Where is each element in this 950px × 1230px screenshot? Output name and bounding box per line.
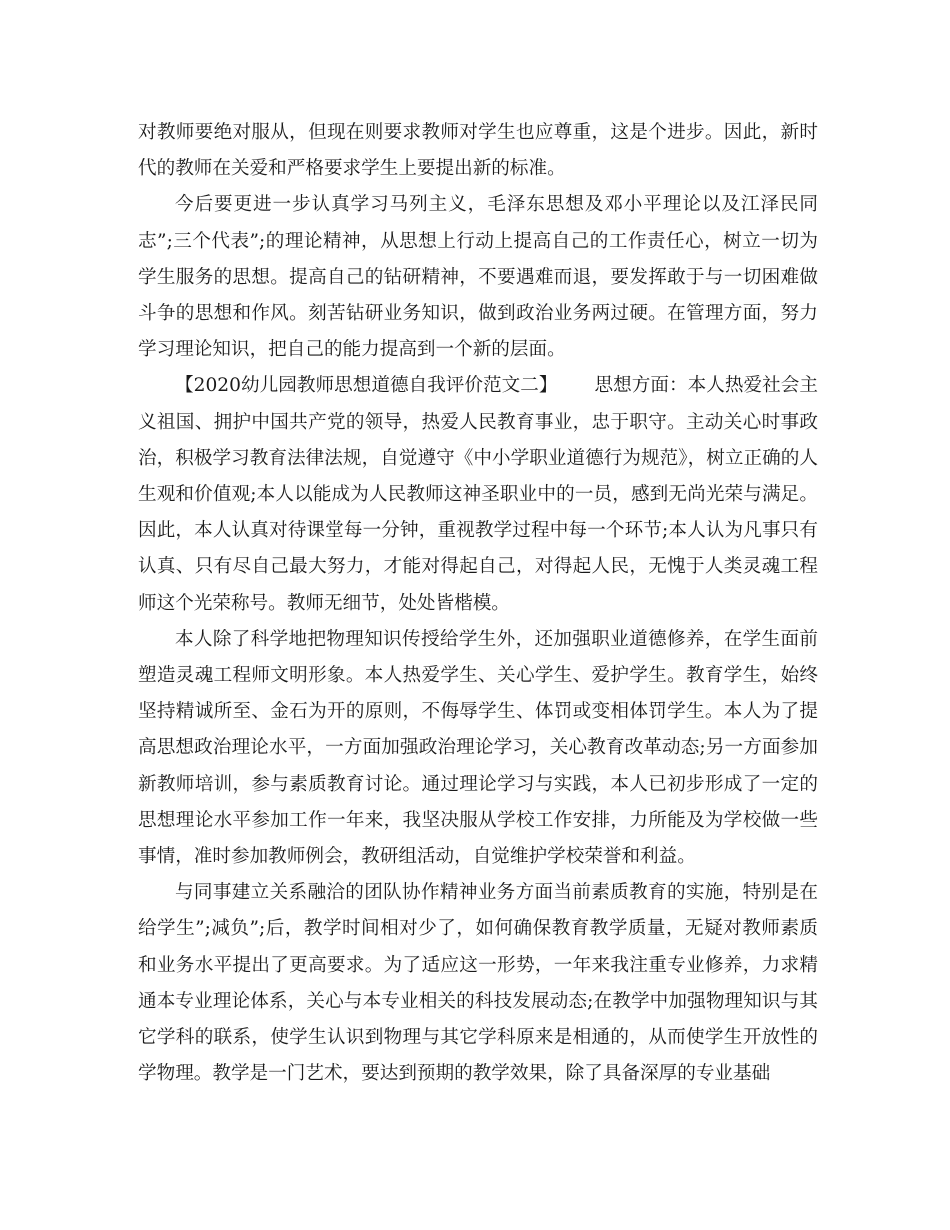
paragraph-professional-ethics: 本人除了科学地把物理知识传授给学生外，还加强职业道德修养，在学生面前塑造灵魂工程师文明形象。本人热爱学生、关心学生、爱护学生。教育学生，始终坚持精诚所至、金石为开的原则，不侮辱学生、体罚或变相体罚学生。本人为了提高思想政治理论水平，一方面加强政治理论学习，关心教育改革动态;另一方面参加新教师培训，参与素质教育讨论。通过理论学习与实践，本人已初步形成了一定的思想理论水平参加工作一年来，我坚决服从学校工作安排，力所能及为学校做一些事情，准时参加教师例会，教研组活动，自觉维护学校荣誉和利益。 xyxy=(138,628,818,868)
paragraph-sample-two xyxy=(138,368,818,621)
paragraph-teamwork-business: 与同事建立关系融洽的团队协作精神业务方面当前素质教育的实施，特别是在给学生”;减负”;后，教学时间相对少了，如何确保教育教学质量，无疑对教师素质和业务水平提出了更高要求。为了适应这一形势，一年来我注重专业修养，力求精通本专业理论体系，关心与本专业相关的科技发展动态;在教学中加强物理知识与其它学科的联系，使学生认识到物理与其它学科原来是相通的，从而使学生开放性的学物理。教学是一门艺术，要达到预期的教学效果，除了具备深厚的专业基础 xyxy=(138,882,818,1085)
paragraph-study-plan: 今后要更进一步认真学习马列主义，毛泽东思想及邓小平理论以及江泽民同志”;三个代表”;的理论精神，从思想上行动上提高自己的工作责任心，树立一切为学生服务的思想。提高自己的钻研精神，不要遇难而退，要发挥敢于与一切困难做斗争的思想和作风。刻苦钻研业务知识，做到政治业务两过硬。在管理方面，努力学习理论知识，把自己的能力提高到一个新的层面。 xyxy=(138,194,818,361)
document-body xyxy=(138,115,818,1092)
paragraph-ideology-text: 思想方面：本人热爱社会主义祖国、拥护中国共产党的领导，热爱人民教育事业，忠于职守。主动关心时事政治，积极学习教育法律法规，自觉遵守《中小学职业道德行为规范》，树立正确的人生观和价值观;本人以能成为人民教师这神圣职业中的一员，感到无尚光荣与满足。因此，本人认真对待课堂每一分钟，重视教学过程中每一个环节;本人认为凡事只有认真、只有尽自己最大努力，才能对得起自己，对得起人民，无愧于人类灵魂工程师这个光荣称号。教师无细节，处处皆楷模。 xyxy=(138,375,818,614)
section-heading: 【2020幼儿园教师思想道德自我评价范文二】 xyxy=(175,375,558,397)
paragraph-continuation: 对教师要绝对服从，但现在则要求教师对学生也应尊重，这是个进步。因此，新时代的教师在关爱和严格要求学生上要提出新的标准。 xyxy=(138,122,818,180)
